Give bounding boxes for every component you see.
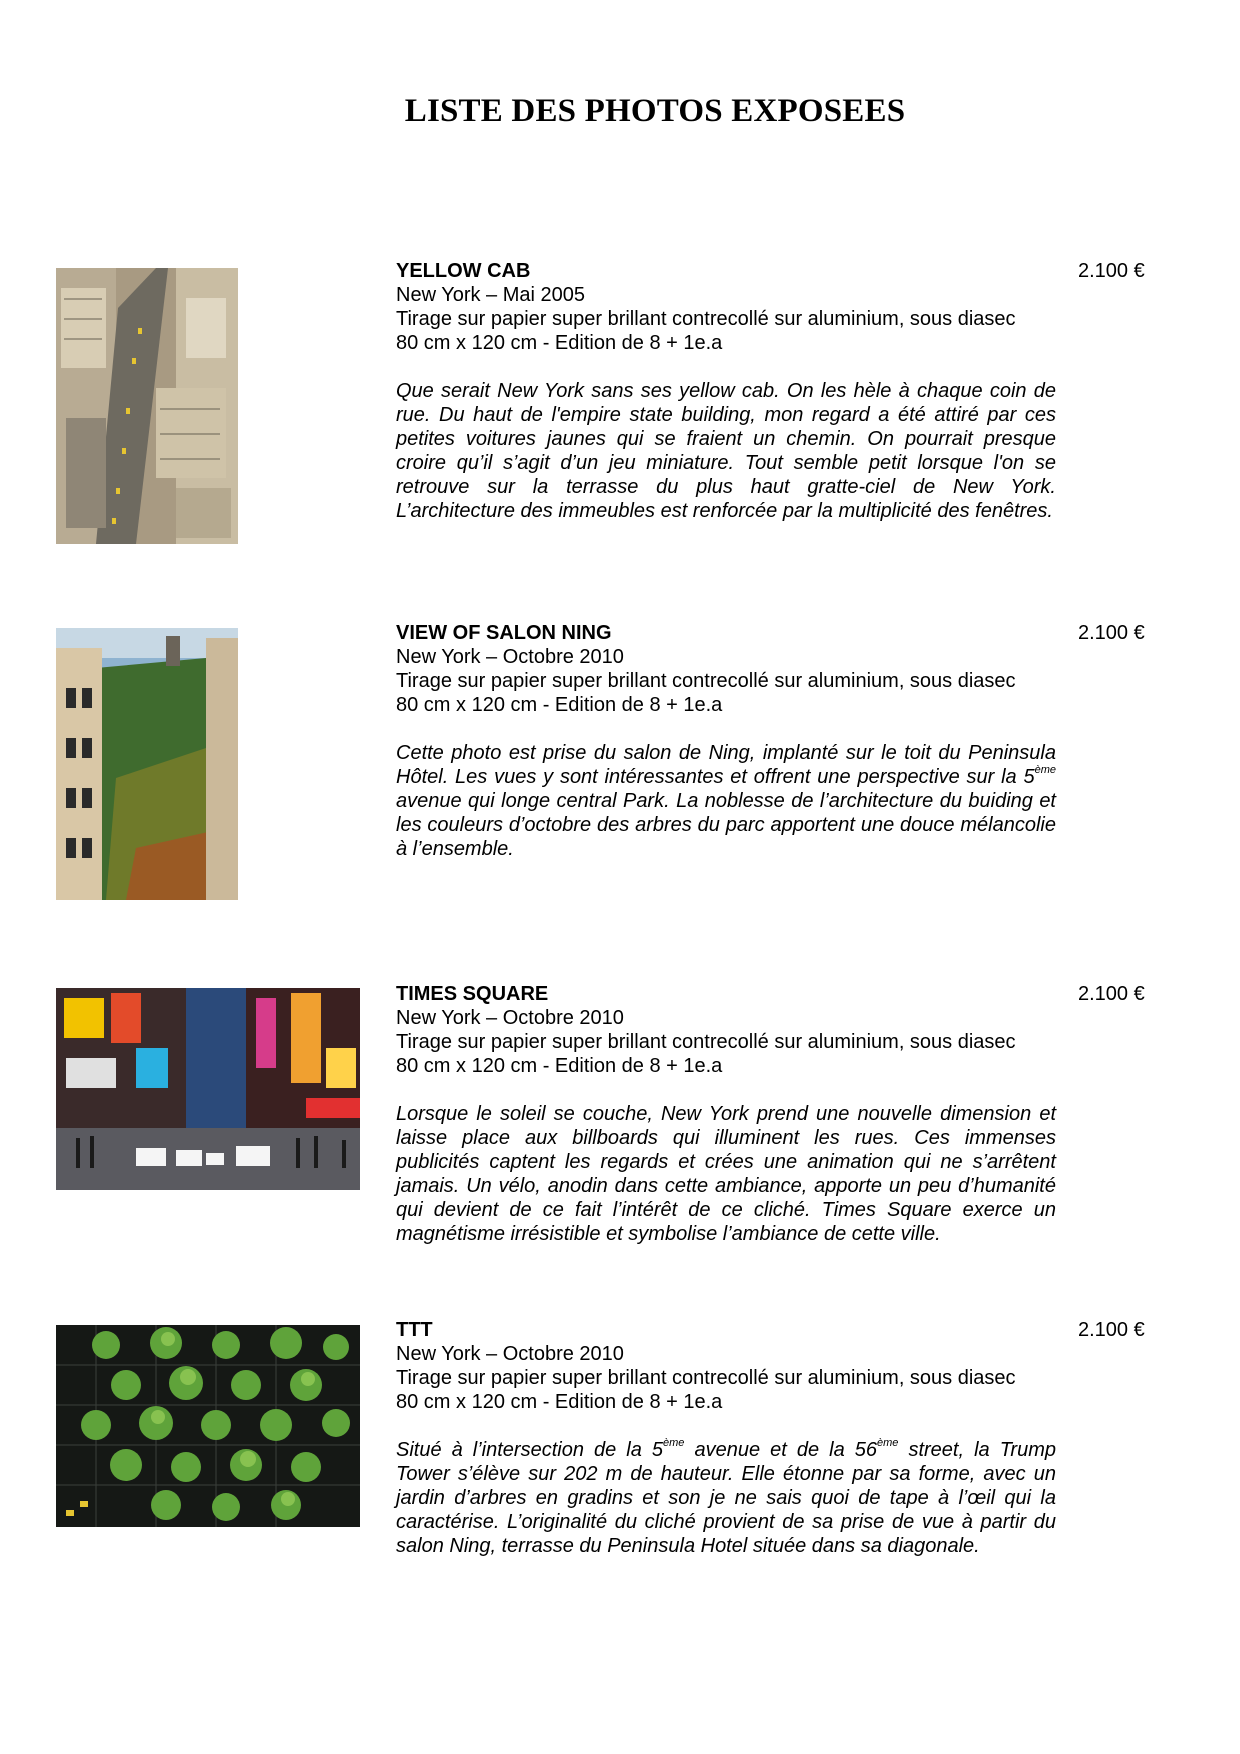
photo-place-date: New York – Mai 2005 (396, 284, 586, 306)
photo-price: 2.100 € (1078, 260, 1145, 282)
photo-description: Que serait New York sans ses yellow cab. On les hèle à chaque coin de rue. Du haut de l'empire state building, mon regard a été attiré par ces petites voitures jaunes qui se fraient un chemin. On pourrait presque croire qu’il s’agit d’un jeu miniature. Tout semble petit lorsque l'on se retrouve sur la terrasse du plus haut gratte-ciel de New York. L’architecture des immeubles est renforcée par la multiplicité des fenêtres. (396, 380, 1056, 522)
photo-title: TTT (396, 1319, 433, 1341)
photo-yellow-cab (56, 268, 238, 544)
photo-title: YELLOW CAB (396, 260, 531, 282)
photo-print-info: Tirage sur papier super brillant contrecollé sur aluminium, sous diasec (396, 308, 1016, 330)
photo-view-of-salon-ning (56, 628, 238, 900)
photo-place-date: New York – Octobre 2010 (396, 646, 624, 668)
photo-size-edition: 80 cm x 120 cm - Edition de 8 + 1e.a (396, 332, 723, 354)
photo-description: Cette photo est prise du salon de Ning, implanté sur le toit du Peninsula Hôtel. Les vues y sont intéressantes et offrent une perspective sur la 5ème avenue qui longe central Park. La noblesse de l’architecture du buiding et les couleurs d’octobre des arbres du parc apportent une douce mélancolie à l’ensemble. (396, 742, 1056, 860)
photo-details-ttt (396, 1318, 1056, 1558)
photo-description: Situé à l’intersection de la 5ème avenue et de la 56ème street, la Trump Tower s’élève sur 202 m de hauteur. Elle étonne par sa forme, avec un jardin d’arbres en gradins et son je ne sais quoi de tape à l’œil qui la caractérise. L’originalité du cliché provient de sa prise de vue à partir du salon Ning, terrasse du Peninsula Hotel située dans sa diagonale. (396, 1437, 1056, 1557)
photo-place-date: New York – Octobre 2010 (396, 1007, 624, 1029)
photo-size-edition: 80 cm x 120 cm - Edition de 8 + 1e.a (396, 1055, 723, 1077)
photo-description: Lorsque le soleil se couche, New York prend une nouvelle dimension et laisse place aux billboards qui illuminent les rues. Ces immenses publicités captent les regards et crées une animation qui ne s’arrêtent jamais. Un vélo, anodin dans cette ambiance, apporte un peu d’humanité qui devient de ce fait l’intérêt de ce cliché. Times Square exerce un magnétisme irrésistible et symbolise l’ambiance de cette ville. (396, 1103, 1056, 1245)
photo-place-date: New York – Octobre 2010 (396, 1343, 624, 1365)
photo-title: VIEW OF SALON NING (396, 622, 612, 644)
photo-ttt (56, 1325, 360, 1527)
photo-print-info: Tirage sur papier super brillant contrecollé sur aluminium, sous diasec (396, 670, 1016, 692)
photo-details-view-of-salon-ning (396, 621, 1056, 861)
photo-print-info: Tirage sur papier super brillant contrecollé sur aluminium, sous diasec (396, 1031, 1016, 1053)
photo-price: 2.100 € (1078, 622, 1145, 644)
photo-details-yellow-cab (396, 259, 1056, 523)
photo-times-square (56, 988, 360, 1190)
photo-title: TIMES SQUARE (396, 983, 549, 1005)
photo-price: 2.100 € (1078, 983, 1145, 1005)
photo-size-edition: 80 cm x 120 cm - Edition de 8 + 1e.a (396, 1391, 723, 1413)
page-title: LISTE DES PHOTOS EXPOSEES (404, 93, 906, 129)
photo-price: 2.100 € (1078, 1319, 1145, 1341)
photo-size-edition: 80 cm x 120 cm - Edition de 8 + 1e.a (396, 694, 723, 716)
photo-details-times-square (396, 982, 1056, 1246)
photo-print-info: Tirage sur papier super brillant contrecollé sur aluminium, sous diasec (396, 1367, 1016, 1389)
